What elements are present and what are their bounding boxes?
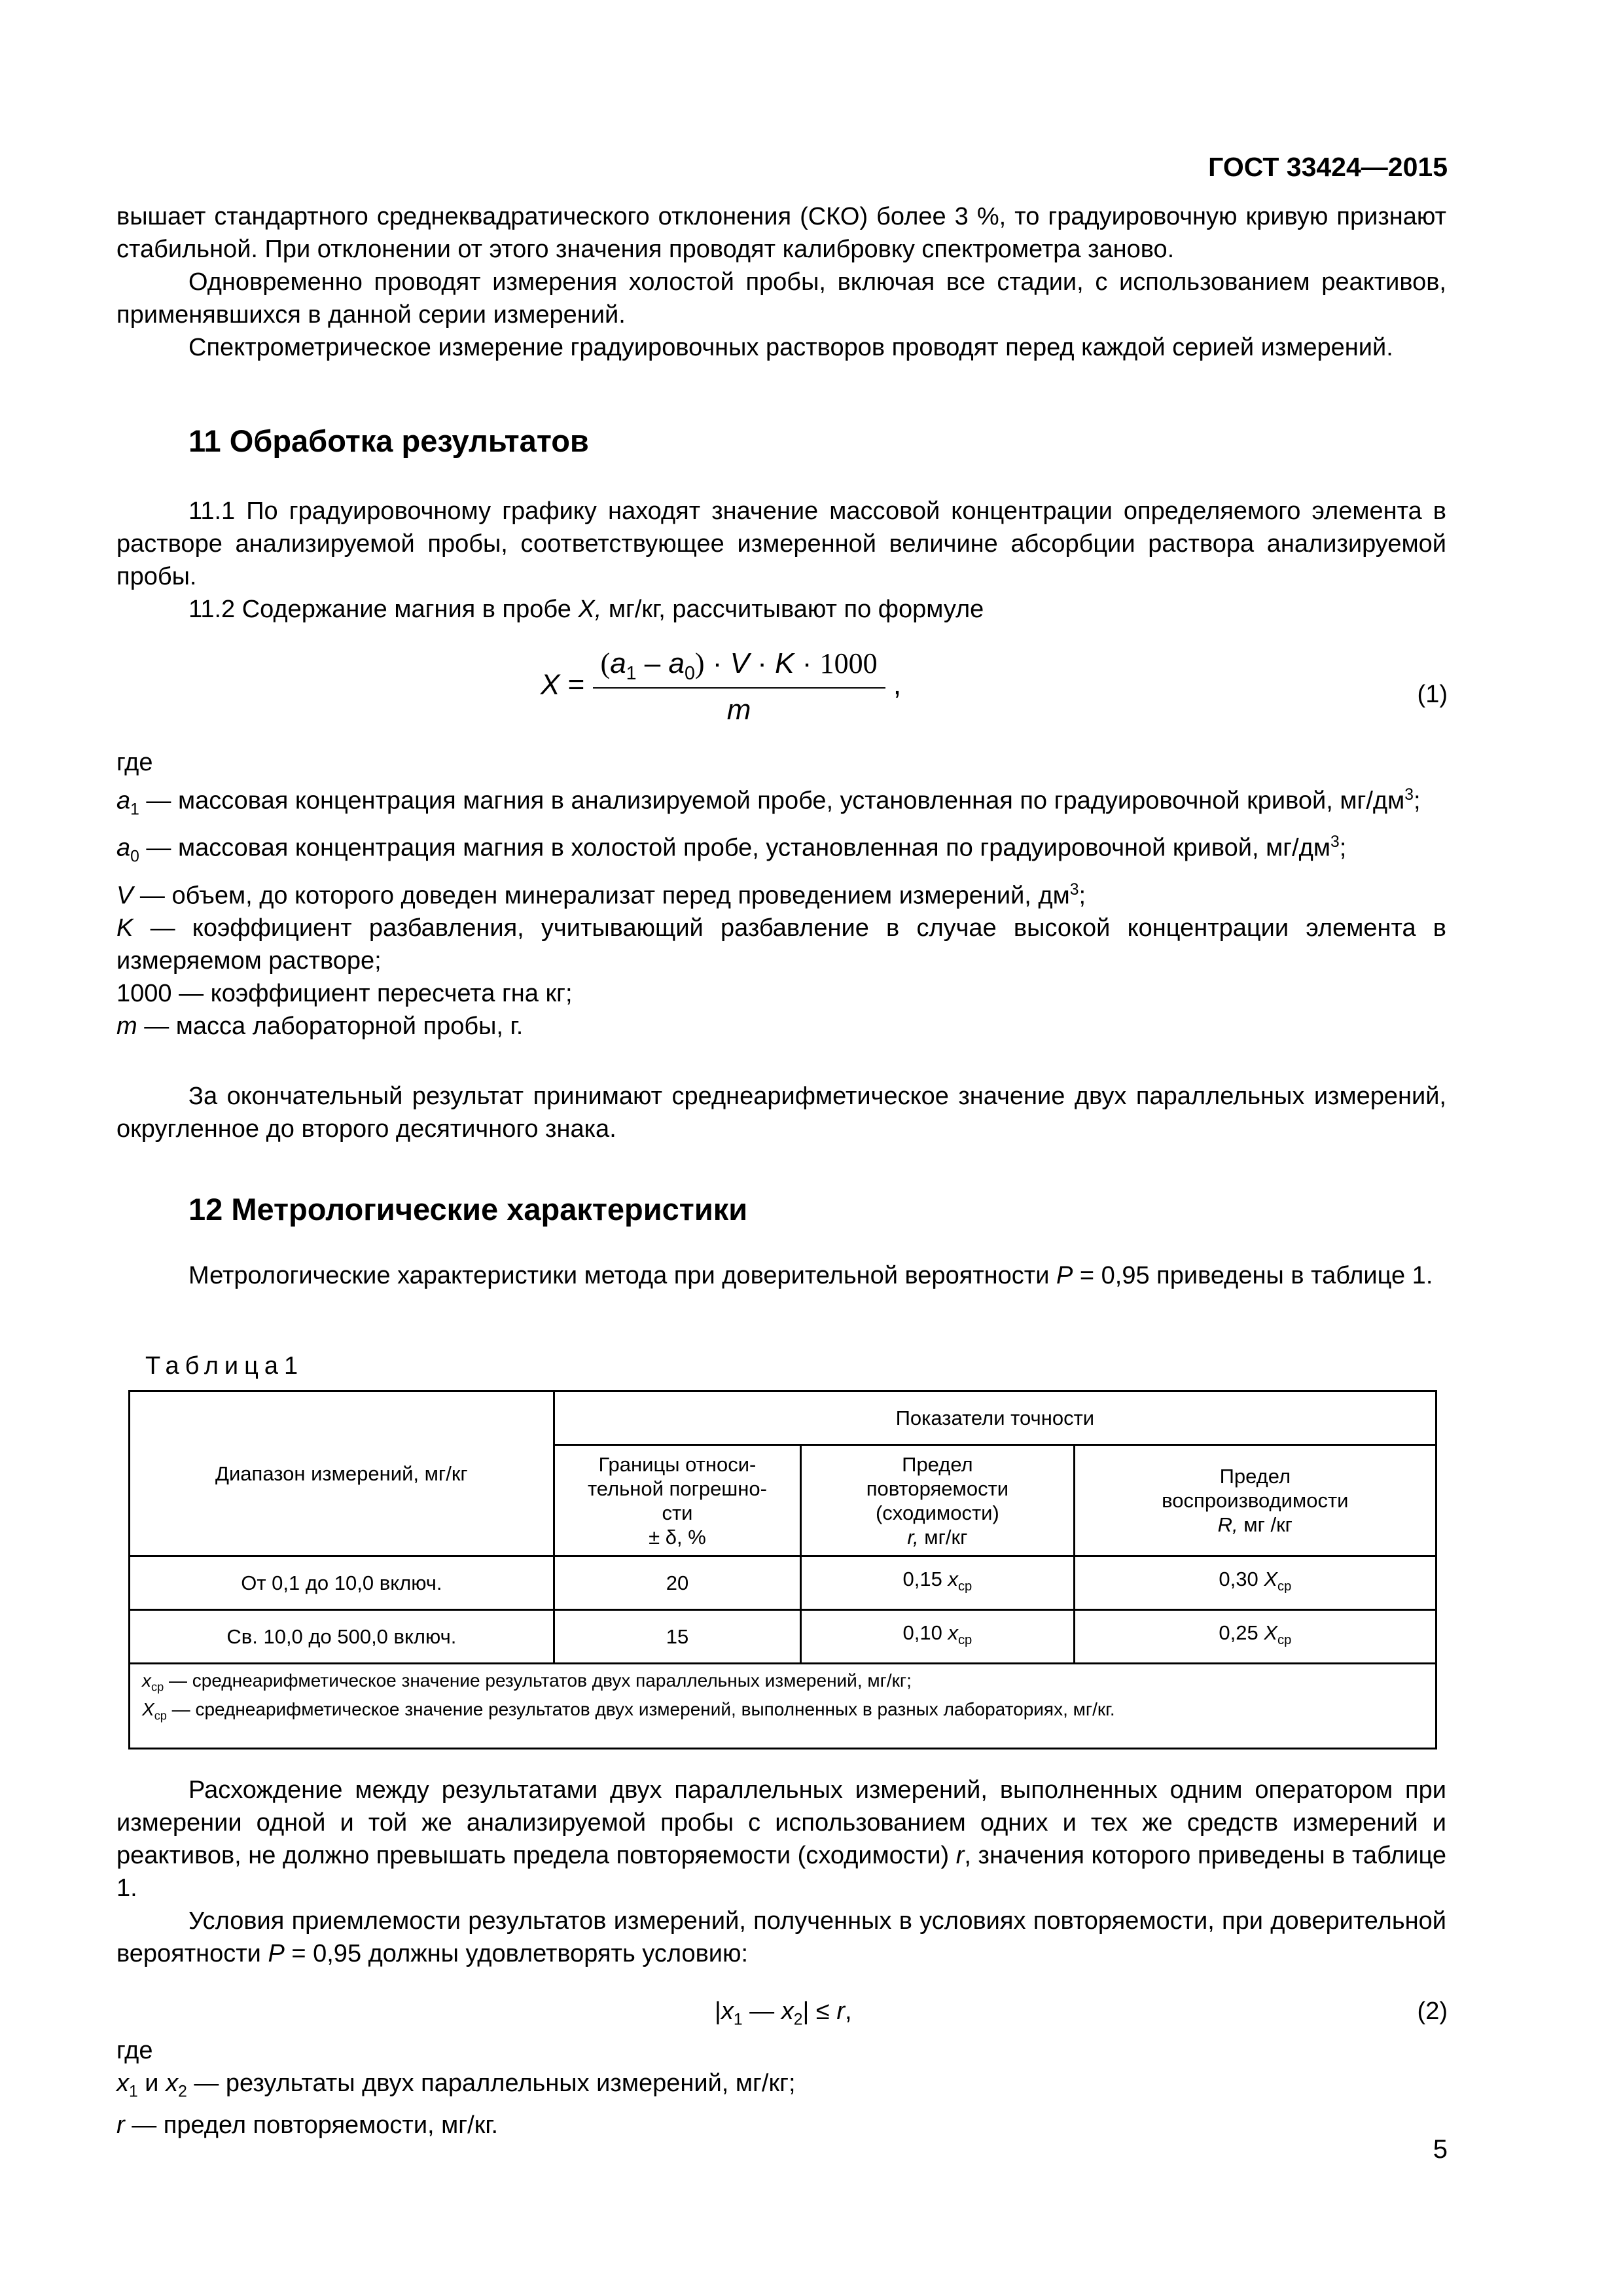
document-header: ГОСТ 33424—2015 (1208, 152, 1448, 182)
final-result-text: За окончательный результат принимают среднеарифметическое значение двух параллельных измерений, округленное до второго десятичного знака. (116, 1083, 1446, 1143)
formula-1-fraction: $\frac{(a_1 - a_0) \cdot V \cdot K \cdot 1000}{m}$ (593, 647, 885, 726)
def-a0: $a_0$ — массовая концентрация магния в холостой пробе, установленная по градуировочной кривой, $мг/дм^3$; (116, 833, 1347, 866)
page-number: 5 (1433, 2135, 1448, 2164)
section-11-title: 11 Обработка результатов (188, 423, 589, 458)
where-block-1 (116, 746, 1446, 1043)
after-table-text (116, 1774, 1446, 1970)
def-r: r — предел повторяемости, мг/кг. (116, 2111, 499, 2139)
def-m: m — масса лабораторной пробы, г. (116, 1013, 524, 1041)
clause-11-1: 11.1 По градуировочному графику находят значение массовой концентрации определяемого элемента в растворе анализируемой пробы, соответствующее измеренной величине абсорбции раствора анализируемой пробы. (116, 497, 1446, 590)
intro-paragraph-1: вышает стандартного среднеквадратического отклонения (СКО) более 3 %, то градуировочную кривую признают стабильной. При отклонении от этого значения проводят калибровку спектрометра заново. (116, 203, 1446, 263)
section-11-text (116, 495, 1446, 626)
table-1 (128, 1390, 1437, 1749)
table-note-2: $X_{ср}$ — среднеарифметическое значение результатов двух измерений, выполненных в разных лабораториях, мг/кг. (142, 1698, 1115, 1723)
formula-1: X = $\frac{(a_1 - a_0) \cdot V \cdot K \cdot 1000}{m}$ , (541, 647, 902, 726)
def-v: V — объем, до которого доведен минерализат перед проведением измерений, $дм^3$; (116, 880, 1086, 910)
header-range: Диапазон измерений, мг/кг (130, 1391, 554, 1556)
acceptance-paragraph: Условия приемлемости результатов измерений, полученных в условиях повторяемости, при доверительной вероятности P = 0,95 должны удовлетворять условию: (116, 1907, 1446, 1967)
section-12-text: Метрологические характеристики метода при доверительной вероятности P = 0,95 приведены в таблице 1. (188, 1262, 1433, 1289)
clause-11-2: 11.2 Содержание магния в пробе X, мг/кг, рассчитывают по формуле (188, 596, 984, 623)
formula-2-number: (2) (1417, 1998, 1448, 2025)
intro-text (116, 200, 1446, 364)
table-1-caption: Таблица1 (145, 1352, 304, 1380)
formula-1-number: (1) (1417, 681, 1448, 708)
header-repeatability: Предел повторяемости (сходимости) r, мг/кг (801, 1445, 1075, 1556)
section-12-title: 12 Метрологические характеристики (188, 1192, 748, 1227)
table-row: Св. 10,0 до 500,0 включ. 15 0,10 $x_{ср}$ 0,25 $X_{ср}$ (130, 1610, 1436, 1664)
def-1000: 1000 — коэффициент пересчета гна кг; (116, 980, 573, 1008)
formula-2: $|x_1$ — $x_2| \le r$, (715, 1998, 852, 2029)
def-a1: $a_1$ — массовая концентрация магния в анализируемой пробе, установленная по градуировочной кривой, $мг/дм^3$; (116, 786, 1421, 819)
table-row: От 0,1 до 10,0 включ. 20 0,15 $x_{ср}$ 0,30 $X_{ср}$ (130, 1556, 1436, 1610)
header-accuracy-group: Показатели точности (554, 1391, 1436, 1445)
header-reproducibility: Предел воспроизводимости R, мг /кг (1074, 1445, 1436, 1556)
table-1-notes (130, 1664, 1436, 1749)
where-label-2: где (116, 2037, 153, 2064)
table-note-1: $x_{ср}$ — среднеарифметическое значение результатов двух параллельных измерений, мг/кг; (142, 1670, 912, 1694)
header-delta: Границы относи- тельной погрешно- сти ± δ, % (554, 1445, 800, 1556)
discrepancy-paragraph: Расхождение между результатами двух параллельных измерений, выполненных одним оператором при измерении одной и той же анализируемой пробы с использованием одних и тех же средств измерений и реактивов, не должно превышать предела повторяемости (сходимости) r, значения которого приведены в таблице 1. (116, 1776, 1446, 1902)
def-k: K — коэффициент разбавления, учитывающий разбавление в случае высокой концентрации элемента в измеряемом растворе; (116, 914, 1446, 975)
intro-paragraph-2: Одновременно проводят измерения холостой пробы, включая все стадии, с использованием реактивов, применявшихся в данной серии измерений. (116, 268, 1446, 329)
where-block-2 (116, 2034, 1446, 2142)
intro-paragraph-3: Спектрометрическое измерение градуировочных растворов проводят перед каждой серией измерений. (188, 334, 1393, 361)
def-x1-x2: $x_1$ и $x_2$ — результаты двух параллельных измерений, мг/кг; (116, 2070, 796, 2101)
where-label-1: где (116, 749, 153, 776)
